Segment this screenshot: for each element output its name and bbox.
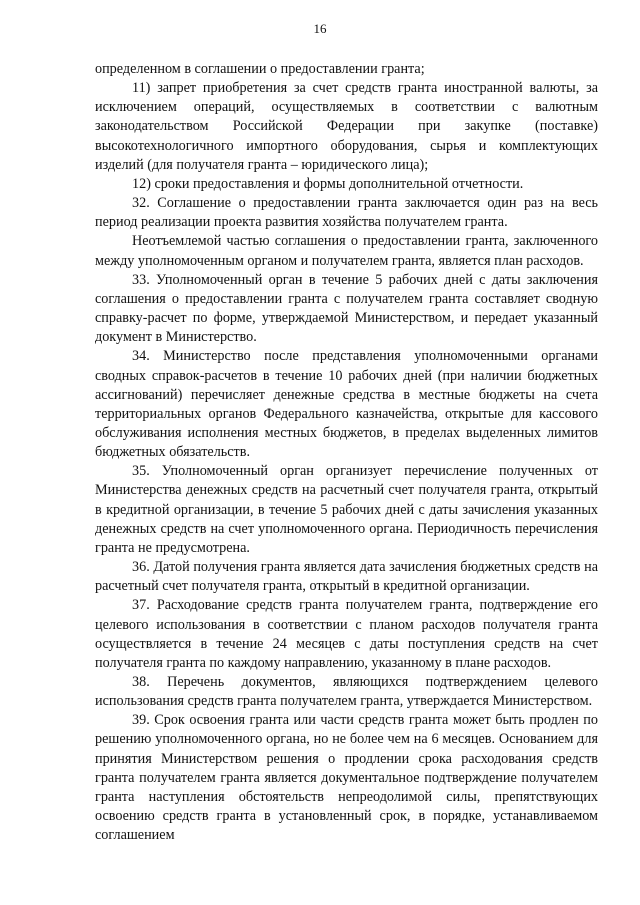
paragraph-item-11: 11) запрет приобретения за счет средств гранта иностранной валюты, за исключением операций, осуществляемых в соответствии с валютным законодательством Российской Федерации при закупке (поставке) высокотехнологичного импортного оборудования, сырья и комплектующих изделий (для получателя гранта – юридического лица);: [95, 80, 598, 173]
paragraph-36: 36. Датой получения гранта является дата зачисления бюджетных средств на расчетный счет получателя гранта, открытый в кредитной организации.: [95, 559, 598, 595]
page-number: 16: [313, 21, 327, 36]
paragraph-32-annex: Неотъемлемой частью соглашения о предоставлении гранта, заключенного между уполномоченным органом и получателем гранта, является план расходов.: [95, 233, 598, 269]
paragraph-33: 33. Уполномоченный орган в течение 5 рабочих дней с даты заключения соглашения о предоставлении гранта с получателем гранта составляет сводную справку-расчет по форме, утверждаемой Министерством, и передает указанный документ в Министерство.: [95, 271, 598, 346]
paragraph-39: 39. Срок освоения гранта или части средств гранта может быть продлен по решению уполномоченного органа, но не более чем на 6 месяцев. Основанием для принятия Министерством решения о продлении срока расходования средств гранта получателем гранта является документальное подтверждение получателем гранта наступления обстоятельств непреодолимой силы, препятствующих освоению средств гранта в установленный срок, в порядке, устанавливаемом соглашением: [95, 712, 598, 844]
paragraph-34: 34. Министерство после представления уполномоченными органами сводных справок-расчетов в течение 10 рабочих дней (при наличии бюджетных ассигнований) перечисляет денежные средства в местные бюджеты на счета территориальных органов Федерального казначейства, открытые для кассового обслуживания исполнения местных бюджетов, в пределах выделенных лимитов бюджетных обязательств.: [95, 348, 598, 461]
paragraph-item-12: 12) сроки предоставления и формы дополнительной отчетности.: [132, 175, 524, 192]
paragraph-37: 37. Расходование средств гранта получателем гранта, подтверждение его целевого использования в соответствии с планом расходов получателя гранта осуществляется в течение 24 месяцев с даты поступления средств на счет получателя гранта по каждому направлению, указанному в плане расходов.: [95, 597, 598, 671]
paragraph-35: 35. Уполномоченный орган организует перечисление полученных от Министерства денежных средств на расчетный счет получателя гранта, открытый в кредитной организации, в течение 5 рабочих дней с даты зачисления указанных денежных средств на счет уполномоченного органа. Периодичность перечисления гранта не предусмотрена.: [95, 463, 598, 556]
document-body: [95, 60, 598, 845]
paragraph-continuation: определенном в соглашении о предоставлении гранта;: [95, 61, 425, 77]
paragraph-32: 32. Соглашение о предоставлении гранта заключается один раз на весь период реализации проекта развития хозяйства получателем гранта.: [95, 195, 598, 231]
paragraph-38: 38. Перечень документов, являющихся подтверждением целевого использования средств гранта получателем гранта, утверждается Министерством.: [95, 674, 598, 710]
